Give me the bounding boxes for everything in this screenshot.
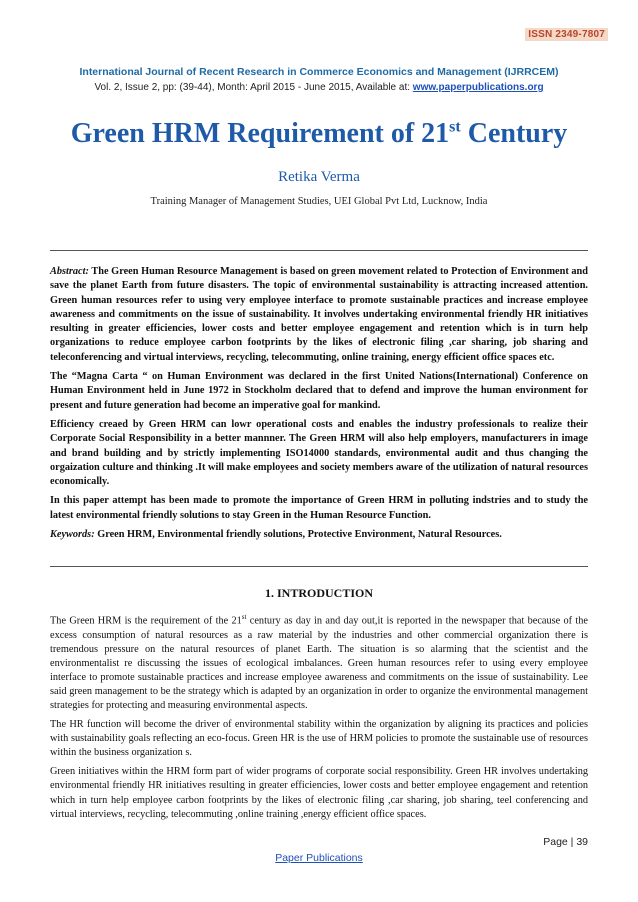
keywords-label: Keywords:	[50, 529, 95, 541]
intro-paragraph-3: Green initiatives within the HRM form part of wider programs of corporate social responsibility. Green HR involves undertaking environmental friendly HR initiatives resulting in greater efficiencies, lower costs and better employee engagement and retention which in turn help employee carbon footprints by the likes of electronic filing ,car sharing, job sharing, teel conferencing and virtual interviews, recycling, telecommuting ,online training ,energy efficient office spaces.	[50, 766, 588, 820]
issn-badge: ISSN 2349-7807	[525, 28, 608, 41]
page-number: Page | 39	[543, 836, 588, 848]
intro-superscript: st	[241, 613, 247, 621]
intro-paragraph-2: The HR function will become the driver of environmental stability within the organization by aligning its practices and policies with sustainability goals reflecting an eco-focus. Green HR is the use of HRM policies to promote the sustainable use of resources within the business organization s.	[50, 719, 588, 759]
abstract-paragraph-4: In this paper attempt has been made to promote the importance of Green HRM in polluting indstries and to study the latest environmental friendly solutions to stay Green in the Human Resource Function.	[50, 495, 588, 521]
title-superscript: st	[449, 118, 461, 136]
website-link[interactable]: www.paperpublications.org	[412, 82, 544, 93]
paper-title	[0, 118, 638, 150]
publisher-link[interactable]: Paper Publications	[275, 852, 363, 864]
author-name: Retika Verma	[278, 169, 360, 185]
volume-info	[0, 82, 638, 93]
abstract-paragraph-3: Efficiency creaed by Green HRM can lowr operational costs and enables the industry professionals to realize their Corporate Social Responsibility in a better mannner. The Green HRM will also help employers, manufacturers in image and brand building and by strictly implementing ISO14000 standards, environmental audit and thus changing the orgaization culture and thinking .It will make employees and society members aware of the utilization of natural resources economically.	[50, 418, 588, 488]
abstract-section	[50, 265, 588, 547]
abstract-label: Abstract:	[50, 266, 89, 277]
abstract-paragraph-2: The “Magna Carta “ on Human Environment was declared in the first United Nations(International) Conference on Human Environment held in June 1972 in Stockholm declared that to defend and improve the human environment for present and future generation had become an imperative goal for mankind.	[50, 371, 588, 411]
abstract-text-1: The Green Human Resource Management is based on green movement related to Protection of Environment and save the planet Earth from future disasters. The topic of environmental sustainability is attracting increased attention. Green human resources refer to using very employee interface to promote sustainable practices and increase employee awareness and commitments on the issue of sustainability. It involves undertaking environmental friendly HR initiatives resulting in greater efficiencies, lower costs and better employee engagement and retention which is in turn help organizations to reduce employee carbon footprints by the likes of electronic filing ,car sharing, job sharing and teleconferencing and virtual interviews, recycling, telecommuting, online training, energy efficient office spaces etc.	[50, 266, 588, 363]
divider-bottom	[50, 566, 588, 567]
introduction-body	[50, 610, 588, 827]
title-main: Green HRM Requirement of 21	[70, 118, 450, 149]
title-end: Century	[460, 118, 568, 149]
intro-text-1b: century as day in and day out,it is reported in the newspaper that because of the excess consumption of natural resources as a raw material by the industries and other commercial organization there is tremendous pressure on the natural resources of planet Earth. The situation is so alarming that the scientist and the environmentalist re discussing the issues of ecological imbalances. Green human resources refer to using every employee interface to promote sustainable practices and increase employee awareness and commitments on the issue of sustainability. Lee said green management to be the strategy which is adapted by an organization in order to organize the environmental management strategies for protecting and measuring environmental aspects.	[50, 615, 588, 711]
section-heading: 1. INTRODUCTION	[264, 586, 373, 600]
keywords-text: Green HRM, Environmental friendly solutions, Protective Environment, Natural Resources.	[94, 529, 502, 541]
journal-title: International Journal of Recent Research in Commerce Economics and Management (IJRRCEM)	[79, 66, 559, 78]
keywords-line	[50, 528, 588, 542]
author-affiliation: Training Manager of Management Studies, UEI Global Pvt Ltd, Lucknow, India	[150, 196, 488, 207]
intro-paragraph-1	[50, 610, 588, 713]
volume-text: Vol. 2, Issue 2, pp: (39-44), Month: April 2015 - June 2015, Available at:	[94, 82, 413, 93]
abstract-paragraph-1	[50, 265, 588, 365]
divider-top	[50, 250, 588, 251]
intro-text-1a: The Green HRM is the requirement of the 21	[50, 615, 242, 627]
